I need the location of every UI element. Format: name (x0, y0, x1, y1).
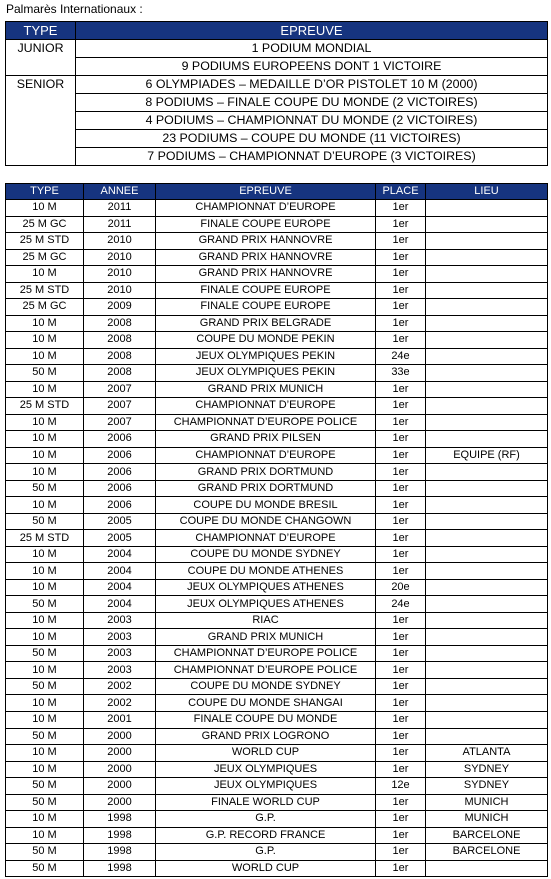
result-place-cell: 1er (376, 464, 426, 481)
result-event-cell: COUPE DU MONDE SHANGAI (156, 695, 376, 712)
result-place-cell: 1er (376, 695, 426, 712)
result-year-cell: 2010 (84, 282, 156, 299)
result-event-cell: GRAND PRIX HANNOVRE (156, 266, 376, 283)
result-lieu-cell (426, 480, 548, 497)
table-row (6, 513, 548, 530)
result-year-cell: 2008 (84, 315, 156, 332)
result-year-cell: 2011 (84, 216, 156, 233)
result-lieu-cell (426, 662, 548, 679)
result-place-cell: 1er (376, 315, 426, 332)
result-place-cell: 24e (376, 596, 426, 613)
result-type-cell: 25 M STD (6, 233, 84, 250)
result-year-cell: 2006 (84, 431, 156, 448)
table-row (6, 662, 548, 679)
result-lieu-cell (426, 678, 548, 695)
result-type-cell: 10 M (6, 200, 84, 217)
summary-type-cell: SENIOR (6, 76, 76, 166)
table-row (6, 216, 548, 233)
result-type-cell: 50 M (6, 365, 84, 382)
result-year-cell: 2001 (84, 711, 156, 728)
result-year-cell: 2006 (84, 480, 156, 497)
result-lieu-cell: SYDNEY (426, 761, 548, 778)
table-row (6, 480, 548, 497)
result-year-cell: 2004 (84, 596, 156, 613)
result-year-cell: 2003 (84, 662, 156, 679)
result-type-cell: 25 M GC (6, 216, 84, 233)
result-lieu-cell (426, 414, 548, 431)
result-year-cell: 2002 (84, 678, 156, 695)
result-place-cell: 1er (376, 266, 426, 283)
result-type-cell: 25 M STD (6, 530, 84, 547)
result-lieu-cell (426, 249, 548, 266)
result-year-cell: 2000 (84, 728, 156, 745)
result-event-cell: COUPE DU MONDE PEKIN (156, 332, 376, 349)
result-year-cell: 2007 (84, 414, 156, 431)
result-type-cell: 10 M (6, 579, 84, 596)
result-type-cell: 10 M (6, 266, 84, 283)
summary-epreuve-cell: 6 OLYMPIADES – MEDAILLE D’OR PISTOLET 10 M (2000) (76, 76, 548, 94)
summary-epreuve-cell: 23 PODIUMS – COUPE DU MONDE (11 VICTOIRES) (76, 130, 548, 148)
result-lieu-cell (426, 282, 548, 299)
result-place-cell: 1er (376, 761, 426, 778)
result-year-cell: 1998 (84, 811, 156, 828)
summary-epreuve-cell: 4 PODIUMS – CHAMPIONNAT DU MONDE (2 VICTOIRES) (76, 112, 548, 130)
table-row (6, 778, 548, 795)
result-event-cell: JEUX OLYMPIQUES ATHENES (156, 579, 376, 596)
result-year-cell: 2010 (84, 249, 156, 266)
result-event-cell: CHAMPIONNAT D’EUROPE POLICE (156, 662, 376, 679)
result-event-cell: COUPE DU MONDE ATHENES (156, 563, 376, 580)
summary-header-type: TYPE (6, 22, 76, 40)
table-row (6, 745, 548, 762)
result-lieu-cell: ATLANTA (426, 745, 548, 762)
result-place-cell: 1er (376, 480, 426, 497)
result-lieu-cell (426, 563, 548, 580)
table-row (6, 678, 548, 695)
result-lieu-cell (426, 464, 548, 481)
result-event-cell: FINALE WORLD CUP (156, 794, 376, 811)
result-event-cell: JEUX OLYMPIQUES ATHENES (156, 596, 376, 613)
result-lieu-cell (426, 579, 548, 596)
result-year-cell: 2003 (84, 629, 156, 646)
result-place-cell: 1er (376, 794, 426, 811)
result-year-cell: 1998 (84, 844, 156, 861)
result-lieu-cell (426, 546, 548, 563)
result-type-cell: 10 M (6, 827, 84, 844)
result-lieu-cell (426, 200, 548, 217)
table-row (6, 860, 548, 877)
result-place-cell: 1er (376, 530, 426, 547)
summary-row (6, 58, 548, 76)
result-place-cell: 12e (376, 778, 426, 795)
result-lieu-cell (426, 728, 548, 745)
result-place-cell: 20e (376, 579, 426, 596)
result-type-cell: 10 M (6, 612, 84, 629)
result-year-cell: 2000 (84, 778, 156, 795)
result-year-cell: 2002 (84, 695, 156, 712)
result-lieu-cell (426, 233, 548, 250)
result-type-cell: 25 M GC (6, 249, 84, 266)
result-event-cell: G.P. RECORD FRANCE (156, 827, 376, 844)
result-place-cell: 1er (376, 563, 426, 580)
result-event-cell: CHAMPIONNAT D’EUROPE (156, 398, 376, 415)
table-row (6, 827, 548, 844)
result-type-cell: 10 M (6, 332, 84, 349)
result-type-cell: 50 M (6, 645, 84, 662)
table-row (6, 711, 548, 728)
result-year-cell: 2003 (84, 645, 156, 662)
result-place-cell: 1er (376, 612, 426, 629)
result-year-cell: 2011 (84, 200, 156, 217)
summary-row (6, 40, 548, 58)
result-type-cell: 50 M (6, 794, 84, 811)
result-type-cell: 50 M (6, 844, 84, 861)
result-lieu-cell (426, 645, 548, 662)
summary-epreuve-cell: 9 PODIUMS EUROPEENS DONT 1 VICTOIRE (76, 58, 548, 76)
result-lieu-cell: MUNICH (426, 794, 548, 811)
result-type-cell: 10 M (6, 381, 84, 398)
table-row (6, 794, 548, 811)
result-type-cell: 10 M (6, 761, 84, 778)
result-year-cell: 2007 (84, 381, 156, 398)
result-lieu-cell (426, 315, 548, 332)
result-event-cell: COUPE DU MONDE SYDNEY (156, 678, 376, 695)
page-title: Palmarès Internationaux : (6, 2, 143, 16)
result-event-cell: WORLD CUP (156, 860, 376, 877)
result-place-cell: 33e (376, 365, 426, 382)
result-event-cell: GRAND PRIX MUNICH (156, 381, 376, 398)
result-event-cell: CHAMPIONNAT D’EUROPE POLICE (156, 645, 376, 662)
result-type-cell: 10 M (6, 464, 84, 481)
result-event-cell: CHAMPIONNAT D’EUROPE (156, 447, 376, 464)
result-place-cell: 24e (376, 348, 426, 365)
table-row (6, 249, 548, 266)
result-lieu-cell: BARCELONE (426, 827, 548, 844)
result-event-cell: GRAND PRIX HANNOVRE (156, 249, 376, 266)
table-row (6, 299, 548, 316)
result-lieu-cell: MUNICH (426, 811, 548, 828)
result-place-cell: 1er (376, 447, 426, 464)
result-lieu-cell (426, 365, 548, 382)
result-event-cell: JEUX OLYMPIQUES PEKIN (156, 348, 376, 365)
result-place-cell: 1er (376, 728, 426, 745)
table-row (6, 761, 548, 778)
result-type-cell: 50 M (6, 778, 84, 795)
result-place-cell: 1er (376, 546, 426, 563)
summary-type-cell: JUNIOR (6, 40, 76, 76)
result-year-cell: 2004 (84, 563, 156, 580)
result-lieu-cell (426, 381, 548, 398)
summary-header-row (6, 22, 548, 40)
summary-row (6, 148, 548, 166)
result-event-cell: GRAND PRIX PILSEN (156, 431, 376, 448)
result-year-cell: 2005 (84, 530, 156, 547)
result-type-cell: 10 M (6, 711, 84, 728)
result-place-cell: 1er (376, 216, 426, 233)
result-year-cell: 1998 (84, 860, 156, 877)
table-row (6, 365, 548, 382)
result-type-cell: 50 M (6, 728, 84, 745)
result-event-cell: GRAND PRIX BELGRADE (156, 315, 376, 332)
table-row (6, 579, 548, 596)
result-event-cell: FINALE COUPE DU MONDE (156, 711, 376, 728)
result-event-cell: FINALE COUPE EUROPE (156, 216, 376, 233)
table-row (6, 629, 548, 646)
table-row (6, 315, 548, 332)
result-lieu-cell: SYDNEY (426, 778, 548, 795)
results-table (5, 183, 548, 877)
result-type-cell: 10 M (6, 447, 84, 464)
result-event-cell: GRAND PRIX LOGRONO (156, 728, 376, 745)
summary-header-epreuve: EPREUVE (76, 22, 548, 40)
result-type-cell: 10 M (6, 629, 84, 646)
result-lieu-cell: EQUIPE (RF) (426, 447, 548, 464)
result-event-cell: COUPE DU MONDE SYDNEY (156, 546, 376, 563)
result-type-cell: 50 M (6, 513, 84, 530)
result-type-cell: 50 M (6, 480, 84, 497)
result-year-cell: 2009 (84, 299, 156, 316)
result-place-cell: 1er (376, 414, 426, 431)
result-type-cell: 25 M STD (6, 398, 84, 415)
result-place-cell: 1er (376, 827, 426, 844)
result-place-cell: 1er (376, 513, 426, 530)
result-year-cell: 2004 (84, 579, 156, 596)
result-year-cell: 2010 (84, 233, 156, 250)
result-type-cell: 10 M (6, 662, 84, 679)
result-place-cell: 1er (376, 249, 426, 266)
result-place-cell: 1er (376, 811, 426, 828)
summary-row (6, 76, 548, 94)
result-type-cell: 25 M STD (6, 282, 84, 299)
result-lieu-cell (426, 596, 548, 613)
table-row (6, 414, 548, 431)
result-place-cell: 1er (376, 662, 426, 679)
result-type-cell: 25 M GC (6, 299, 84, 316)
table-row (6, 596, 548, 613)
result-lieu-cell (426, 612, 548, 629)
summary-body (6, 40, 548, 166)
result-lieu-cell (426, 398, 548, 415)
table-row (6, 464, 548, 481)
table-row (6, 612, 548, 629)
result-type-cell: 50 M (6, 596, 84, 613)
result-event-cell: WORLD CUP (156, 745, 376, 762)
result-event-cell: RIAC (156, 612, 376, 629)
result-lieu-cell (426, 348, 548, 365)
table-row (6, 546, 548, 563)
result-lieu-cell (426, 530, 548, 547)
result-year-cell: 2000 (84, 745, 156, 762)
table-row (6, 431, 548, 448)
result-type-cell: 50 M (6, 860, 84, 877)
result-event-cell: JEUX OLYMPIQUES (156, 761, 376, 778)
summary-row (6, 94, 548, 112)
table-row (6, 332, 548, 349)
result-lieu-cell (426, 711, 548, 728)
summary-epreuve-cell: 8 PODIUMS – FINALE COUPE DU MONDE (2 VICTOIRES) (76, 94, 548, 112)
result-year-cell: 2007 (84, 398, 156, 415)
result-place-cell: 1er (376, 645, 426, 662)
result-place-cell: 1er (376, 711, 426, 728)
result-place-cell: 1er (376, 860, 426, 877)
result-type-cell: 10 M (6, 348, 84, 365)
result-event-cell: COUPE DU MONDE BRESIL (156, 497, 376, 514)
result-year-cell: 2008 (84, 348, 156, 365)
result-place-cell: 1er (376, 745, 426, 762)
result-year-cell: 2006 (84, 464, 156, 481)
table-row (6, 447, 548, 464)
result-event-cell: G.P. (156, 811, 376, 828)
results-header-place: PLACE (376, 184, 426, 200)
table-row (6, 381, 548, 398)
result-lieu-cell (426, 497, 548, 514)
table-row (6, 497, 548, 514)
table-row (6, 266, 548, 283)
result-lieu-cell (426, 216, 548, 233)
table-row (6, 398, 548, 415)
table-row (6, 695, 548, 712)
result-place-cell: 1er (376, 629, 426, 646)
result-place-cell: 1er (376, 233, 426, 250)
result-year-cell: 2006 (84, 497, 156, 514)
result-event-cell: CHAMPIONNAT D’EUROPE POLICE (156, 414, 376, 431)
result-place-cell: 1er (376, 299, 426, 316)
results-header-year: ANNEE (84, 184, 156, 200)
result-type-cell: 10 M (6, 315, 84, 332)
table-row (6, 645, 548, 662)
result-type-cell: 10 M (6, 563, 84, 580)
result-year-cell: 1998 (84, 827, 156, 844)
result-year-cell: 2008 (84, 332, 156, 349)
table-row (6, 530, 548, 547)
result-event-cell: G.P. (156, 844, 376, 861)
result-year-cell: 2010 (84, 266, 156, 283)
result-type-cell: 10 M (6, 546, 84, 563)
table-row (6, 200, 548, 217)
summary-row (6, 130, 548, 148)
result-event-cell: GRAND PRIX MUNICH (156, 629, 376, 646)
result-year-cell: 2000 (84, 761, 156, 778)
result-lieu-cell (426, 299, 548, 316)
result-lieu-cell (426, 513, 548, 530)
results-header-type: TYPE (6, 184, 84, 200)
result-year-cell: 2000 (84, 794, 156, 811)
result-event-cell: FINALE COUPE EUROPE (156, 299, 376, 316)
result-place-cell: 1er (376, 398, 426, 415)
result-lieu-cell: BARCELONE (426, 844, 548, 861)
result-place-cell: 1er (376, 431, 426, 448)
result-year-cell: 2003 (84, 612, 156, 629)
result-event-cell: GRAND PRIX DORTMUND (156, 464, 376, 481)
results-header-row (6, 184, 548, 200)
table-row (6, 811, 548, 828)
result-place-cell: 1er (376, 678, 426, 695)
result-place-cell: 1er (376, 282, 426, 299)
result-type-cell: 10 M (6, 811, 84, 828)
result-lieu-cell (426, 266, 548, 283)
table-row (6, 233, 548, 250)
result-year-cell: 2005 (84, 513, 156, 530)
table-row (6, 282, 548, 299)
results-header-lieu: LIEU (426, 184, 548, 200)
result-event-cell: CHAMPIONNAT D’EUROPE (156, 530, 376, 547)
result-lieu-cell (426, 629, 548, 646)
table-row (6, 348, 548, 365)
result-event-cell: COUPE DU MONDE CHANGOWN (156, 513, 376, 530)
table-row (6, 728, 548, 745)
result-event-cell: GRAND PRIX HANNOVRE (156, 233, 376, 250)
result-place-cell: 1er (376, 497, 426, 514)
result-type-cell: 50 M (6, 678, 84, 695)
summary-row (6, 112, 548, 130)
result-event-cell: JEUX OLYMPIQUES PEKIN (156, 365, 376, 382)
result-type-cell: 10 M (6, 431, 84, 448)
result-place-cell: 1er (376, 200, 426, 217)
summary-epreuve-cell: 1 PODIUM MONDIAL (76, 40, 548, 58)
results-body (6, 200, 548, 877)
result-place-cell: 1er (376, 332, 426, 349)
result-type-cell: 10 M (6, 695, 84, 712)
result-event-cell: CHAMPIONNAT D’EUROPE (156, 200, 376, 217)
result-place-cell: 1er (376, 381, 426, 398)
summary-epreuve-cell: 7 PODIUMS – CHAMPIONNAT D’EUROPE (3 VICTOIRES) (76, 148, 548, 166)
summary-table (5, 21, 548, 166)
result-type-cell: 10 M (6, 414, 84, 431)
table-row (6, 844, 548, 861)
result-type-cell: 10 M (6, 497, 84, 514)
results-header-event: EPREUVE (156, 184, 376, 200)
result-lieu-cell (426, 332, 548, 349)
result-place-cell: 1er (376, 844, 426, 861)
result-year-cell: 2004 (84, 546, 156, 563)
result-year-cell: 2008 (84, 365, 156, 382)
result-event-cell: JEUX OLYMPIQUES (156, 778, 376, 795)
result-lieu-cell (426, 860, 548, 877)
result-type-cell: 10 M (6, 745, 84, 762)
result-event-cell: GRAND PRIX DORTMUND (156, 480, 376, 497)
result-event-cell: FINALE COUPE EUROPE (156, 282, 376, 299)
result-lieu-cell (426, 431, 548, 448)
result-year-cell: 2006 (84, 447, 156, 464)
result-lieu-cell (426, 695, 548, 712)
table-row (6, 563, 548, 580)
